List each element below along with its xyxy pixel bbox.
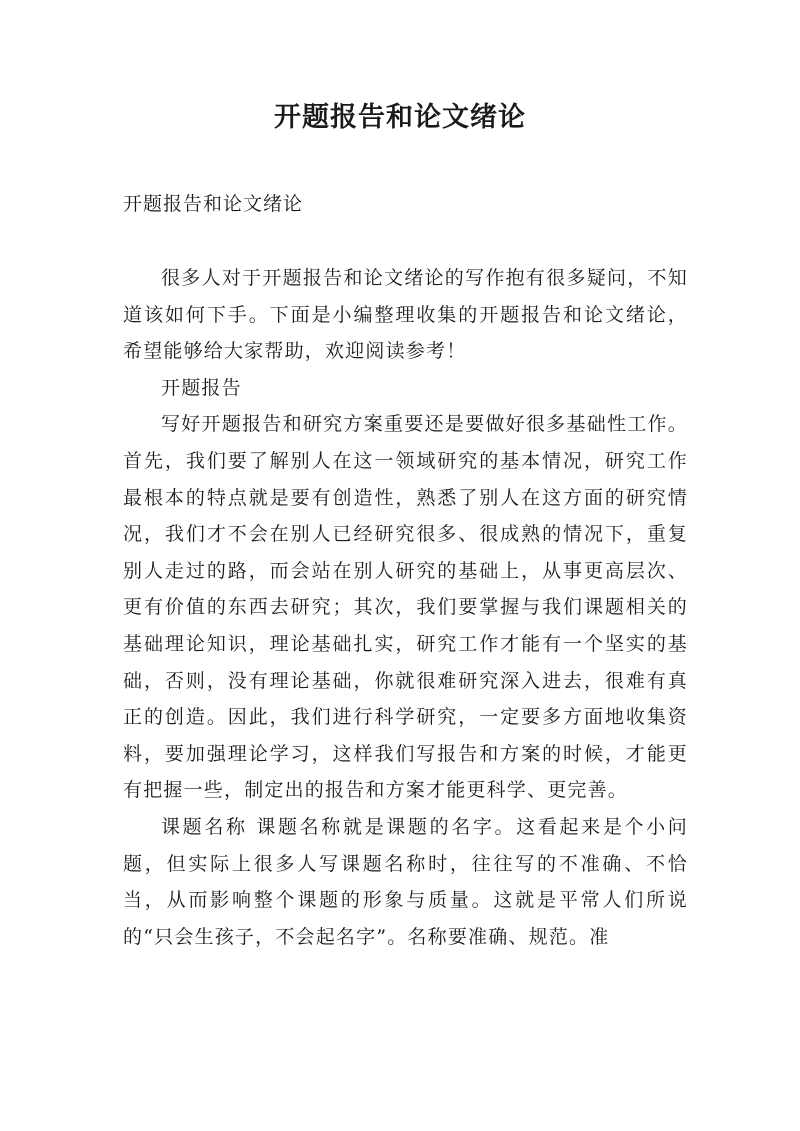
paragraph-intro: 很多人对于开题报告和论文绪论的写作抱有很多疑问，不知道该如何下手。下面是小编整理收集的开题报告和论文绪论，希望能够给大家帮助，欢迎阅读参考！ [123, 267, 688, 363]
document-subtitle: 开题报告和论文绪论 [123, 193, 304, 215]
paragraph-basic-work: 写好开题报告和研究方案重要还是要做好很多基础性工作。首先，我们要了解别人在这一领域研究的基本情况，研究工作最根本的特点就是要有创造性，熟悉了别人在这方面的研究情况，我们才不会在别人已经研究很多、很成熟的情况下，重复别人走过的路，而会站在别人研究的基础上，从事更高层次、更有价值的东西去研究；其次，我们要掌握与我们课题相关的基础理论知识，理论基础扎实，研究工作才能有一个坚实的基础，否则，没有理论基础，你就很难研究深入进去，很难有真正的创造。因此，我们进行科学研究，一定要多方面地收集资料，要加强理论学习，这样我们写报告和方案的时候，才能更有把握一些，制定出的报告和方案才能更科学、更完善。 [123, 413, 688, 802]
document-title: 开题报告和论文绪论 [274, 102, 526, 133]
section-heading-kaiti-baogao: 开题报告 [161, 376, 242, 399]
document-body [123, 260, 688, 955]
paragraph-topic-name: 课题名称 课题名称就是课题的名字。这看起来是个小问题，但实际上很多人写课题名称时，往往写的不准确、不恰当，从而影响整个课题的形象与质量。这就是平常人们所说的“只会生孩子，不会起名字”。名称要准确、规范。准 [123, 815, 688, 948]
